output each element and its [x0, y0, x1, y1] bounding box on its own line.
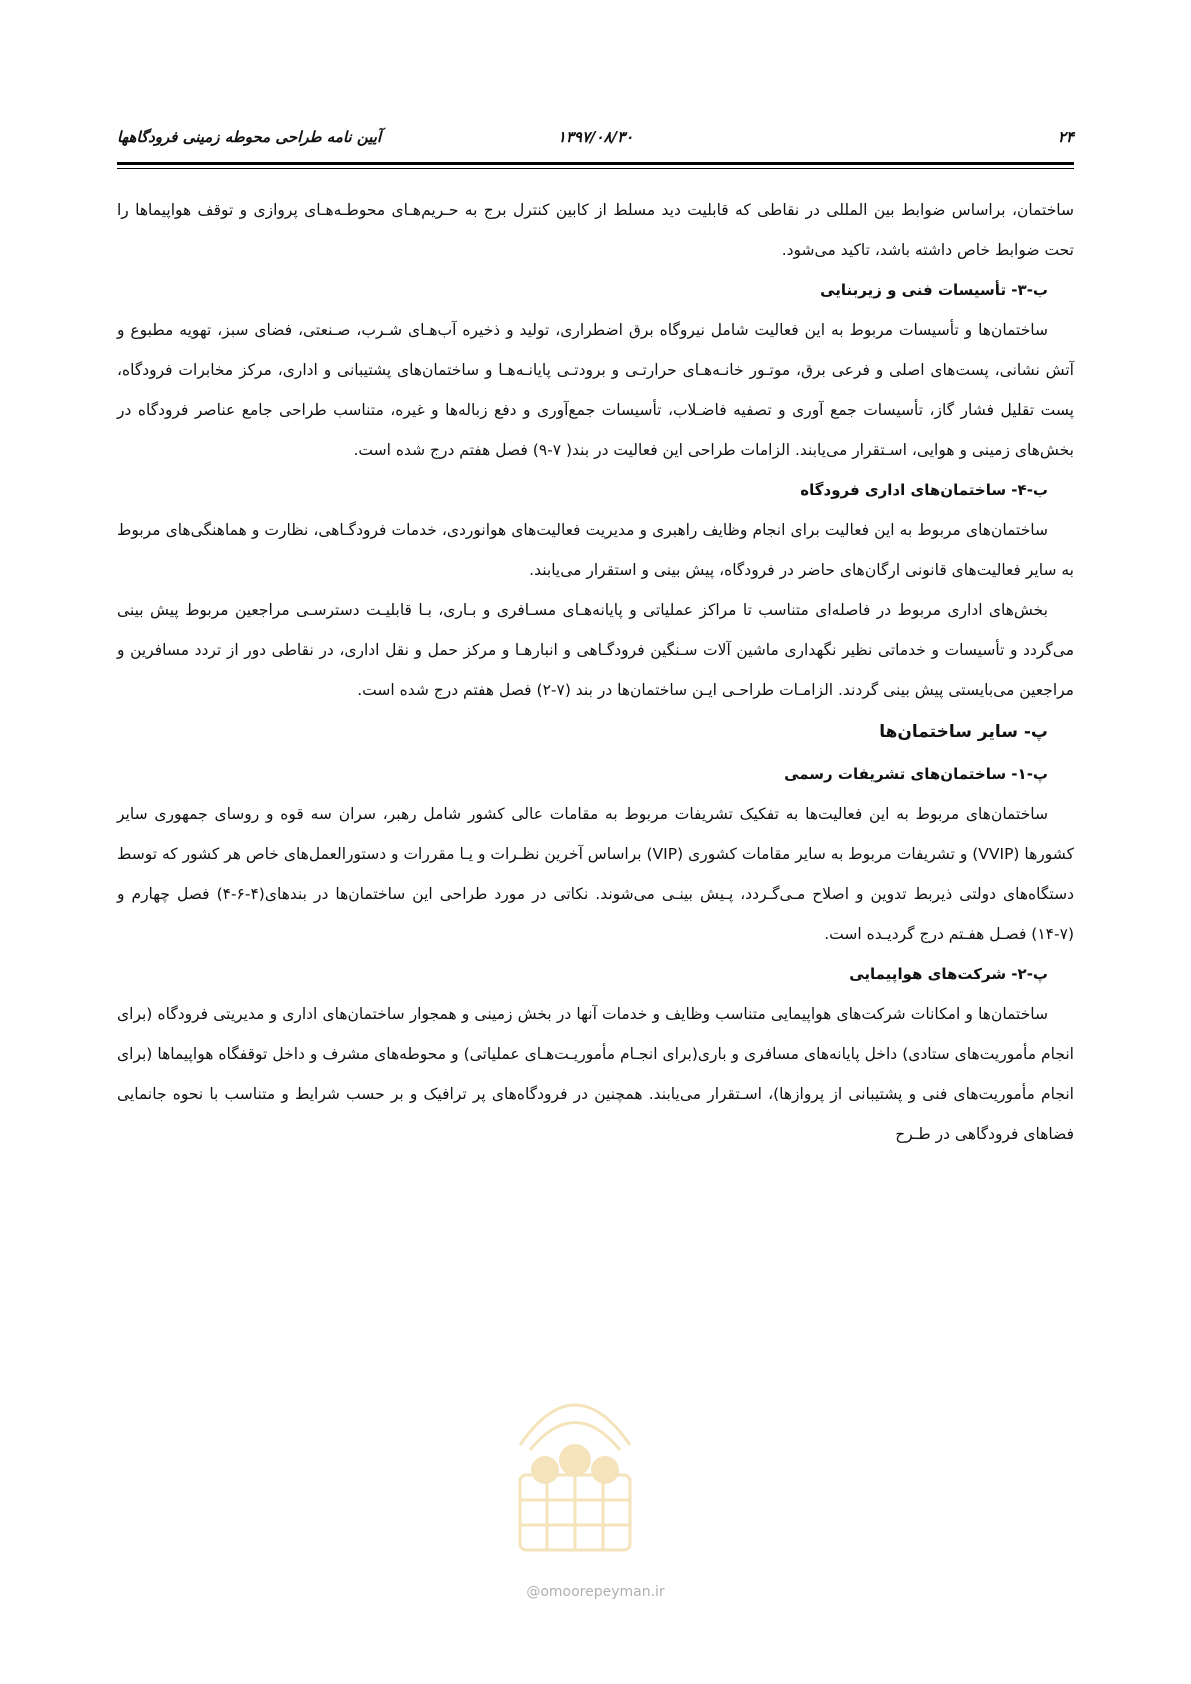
- paragraph: ساختمان، براساس ضوابط بین المللی در نقاطی که قابلیت دید مسلط از کابین کنترل برج به حـریم‌هـای محوطـه‌هـای پروازی و توقف هواپیماها را تحت ضوابط خاص داشته باشد، تاکید می‌شود.: [117, 201, 1074, 259]
- subsection-heading: پ-۱- ساختمان‌های تشریفات رسمی: [784, 765, 1048, 783]
- paragraph: ساختمان‌ها و تأسیسات مربوط به این فعالیت شامل نیروگاه برق اضطراری، تولید و ذخیره آب‌هـای شـرب، صـنعتی، فضای سبز، تهویه مطبوع و آتش نشانی، پست‌های اصلی و فرعی برق، موتـور خانـه‌هـای حرارتـی و برودتـی پایانـه‌هـا و ساختمان‌های پشتیبانی و اداری، مرکز مخابرات فرودگاه، پست تقلیل فشار گاز، تأسیسات جمع آوری و تصفیه فاضـلاب، تأسیسات جمع‌آوری و دفع زباله‌ها و غیره، متناسب طراحی جامع عناصر فرودگاه در بخش‌های زمینی و هوایی، اسـتقرار می‌یابند. الزامات طراحی این فعالیت در بند( ۷-۹) فصل هفتم درج شده است.: [117, 321, 1074, 459]
- document-title: آیین نامه طراحی محوطه زمینی فرودگاهها: [117, 128, 382, 146]
- document-body: [117, 190, 1074, 1154]
- subsection-heading: ب-۳- تأسیسات فنی و زیربنایی: [820, 281, 1048, 299]
- header-rule-thick: [117, 162, 1074, 165]
- page-number: ۲۴: [1057, 128, 1074, 146]
- section-heading: پ- سایر ساختمان‌ها: [879, 722, 1048, 742]
- header-rule-thin: [117, 168, 1074, 169]
- watermark-seal-icon: [500, 1375, 650, 1565]
- subsection-heading: پ-۲- شرکت‌های هواپیمایی: [849, 965, 1048, 983]
- paragraph: ساختمان‌های مربوط به این فعالیت‌ها به تفکیک تشریفات مربوط به مقامات عالی کشور شامل رهبر، سران سه قوه و روسای جمهوری سایر کشورها (VVIP) و تشریفات مربوط به سایر مقامات کشوری (VIP) براساس آخرین نظـرات و یـا مقررات و دستورالعمل‌های خاص هر کشور که توسط دستگاه‌های دولتی ذیربط تدوین و اصلاح مـی‌گـردد، پـیش بینـی می‌شوند. نکاتی در مورد طراحی این ساختمان‌ها در بندهای(۴-۶-۴) فصل چهارم و (۷-۱۴) فصـل هفـتم درج گردیـده است.: [117, 805, 1074, 943]
- paragraph: بخش‌های اداری مربوط در فاصله‌ای متناسب تا مراکز عملیاتی و پایانه‌هـای مسـافری و بـاری، بـا قابلیـت دسترسـی مراجعین مربوط پیش بینی می‌گردد و تأسیسات و خدماتی نظیر نگهداری ماشین آلات سـنگین فرودگـاهی و انبارهـا و مرکز حمل و نقل اداری، در نقاطی دور از تردد مسافرین و مراجعین می‌بایستی پیش بینی گردند. الزامـات طراحـی ایـن ساختمان‌ها در بند (۷-۲) فصل هفتم درج شده است.: [117, 601, 1074, 699]
- subsection-heading: ب-۴- ساختمان‌های اداری فرودگاه: [800, 481, 1048, 499]
- page-header: [117, 122, 1074, 156]
- paragraph: ساختمان‌های مربوط به این فعالیت برای انجام وظایف راهبری و مدیریت فعالیت‌های هوانوردی، خدمات فرودگـاهی، نظارت و هماهنگی‌های مربوط به سایر فعالیت‌های قانونی ارگان‌های حاضر در فرودگاه، پیش بینی و استقرار می‌یابند.: [117, 521, 1074, 579]
- paragraph: ساختمان‌ها و امکانات شرکت‌های هواپیمایی متناسب وظایف و خدمات آنها در بخش زمینی و همجوار ساختمان‌های اداری و مدیریتی فرودگاه (برای انجام مأموریت‌های ستادی) داخل پایانه‌های مسافری و باری(برای انجـام مأموریـت‌هـای عملیاتی) و محوطه‌های مشرف و داخل توقفگاه هواپیماها (برای انجام مأموریت‌های فنی و پشتیبانی از پروازها)، اسـتقرار می‌یابند. همچنین در فرودگاه‌های پر ترافیک و بر حسب شرایط و متناسب با نحوه جانمایی فضاهای فرودگاهی در طـرح: [117, 1005, 1074, 1143]
- watermark-site: @omoorepeyman.ir: [526, 1584, 665, 1600]
- header-date: ۱۳۹۷/۰۸/۳۰: [557, 128, 634, 146]
